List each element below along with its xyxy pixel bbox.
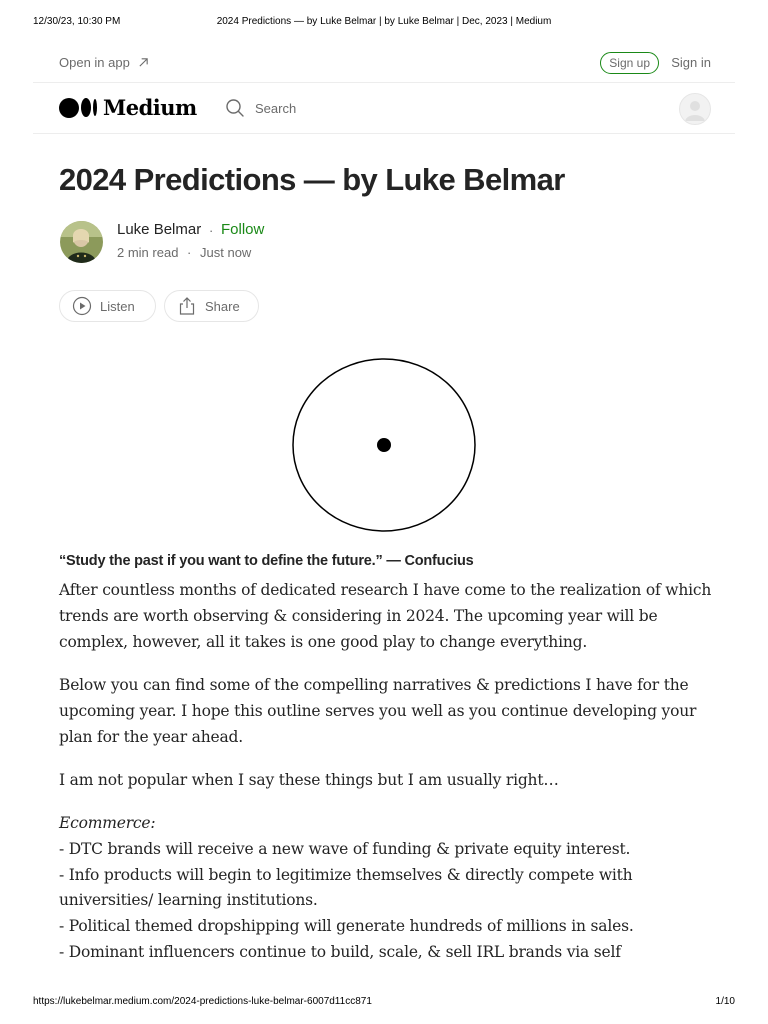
print-footer xyxy=(0,996,768,1010)
print-date: 12/30/23, 10:30 PM xyxy=(33,16,121,27)
listen-button[interactable] xyxy=(59,290,156,322)
body-paragraph: Below you can find some of the compelling narratives & predictions I have for the upcoming year. I hope this outline serves you well as you continue developing your plan for the year ahead. xyxy=(59,676,697,746)
body-paragraph: I am not popular when I say these things but I am usually right… xyxy=(59,771,559,789)
medium-logo-mark xyxy=(59,98,97,118)
author-avatar[interactable] xyxy=(60,221,103,263)
medium-logo-text: Medium xyxy=(103,95,197,120)
publish-time: Just now xyxy=(200,245,252,260)
read-time: 2 min read xyxy=(117,245,179,260)
search-icon[interactable] xyxy=(225,98,245,118)
share-button[interactable] xyxy=(164,290,259,322)
print-url: https://lukebelmar.medium.com/2024-predictions-luke-belmar-6007d11cc871 xyxy=(33,996,372,1007)
share-label: Share xyxy=(205,298,240,314)
search-input[interactable] xyxy=(255,97,455,119)
play-circle-icon xyxy=(72,296,92,316)
arrow-up-right-icon xyxy=(138,57,149,68)
separator-dot: · xyxy=(209,223,214,238)
sign-in-link[interactable]: Sign in xyxy=(671,55,711,70)
sign-up-button[interactable]: Sign up xyxy=(600,52,659,74)
prediction-item: - Info products will begin to legitimize themselves & directly compete with universities/ learning institutions. xyxy=(59,865,633,910)
open-in-app-label: Open in app xyxy=(59,55,130,70)
medium-logo[interactable] xyxy=(59,95,197,120)
prediction-item: - Political themed dropshipping will generate hundreds of millions in sales. xyxy=(59,917,634,936)
prediction-item: - DTC brands will receive a new wave of funding & private equity interest. xyxy=(59,839,631,858)
top-bar xyxy=(33,44,735,83)
ecommerce-section xyxy=(59,811,719,966)
user-avatar-icon[interactable] xyxy=(679,93,711,125)
circle-dot-image xyxy=(292,357,478,533)
print-title: 2024 Predictions — by Luke Belmar | by Luke Belmar | Dec, 2023 | Medium xyxy=(216,16,552,27)
follow-button[interactable]: Follow xyxy=(221,221,265,238)
open-in-app-link[interactable] xyxy=(59,55,149,70)
separator-dot: · xyxy=(187,245,192,260)
section-heading: Ecommerce: xyxy=(59,814,156,832)
body-paragraph: After countless months of dedicated research I have come to the realization of which trends are worth observing & considering in 2024. The upcoming year will be complex, however, all it takes is one good play to change everything. xyxy=(59,581,712,651)
print-header xyxy=(0,16,768,30)
article-meta xyxy=(117,245,251,260)
share-icon xyxy=(177,296,197,316)
print-page-number: 1/10 xyxy=(715,996,735,1007)
nav-bar xyxy=(33,83,735,134)
article-quote: “Study the past if you want to define the future.” — Confucius xyxy=(59,553,474,569)
author-name[interactable]: Luke Belmar xyxy=(117,221,202,238)
listen-label: Listen xyxy=(100,298,135,314)
prediction-item: - Dominant influencers continue to build, scale, & sell IRL brands via self xyxy=(59,942,621,961)
article-title: 2024 Predictions — by Luke Belmar xyxy=(59,162,565,197)
